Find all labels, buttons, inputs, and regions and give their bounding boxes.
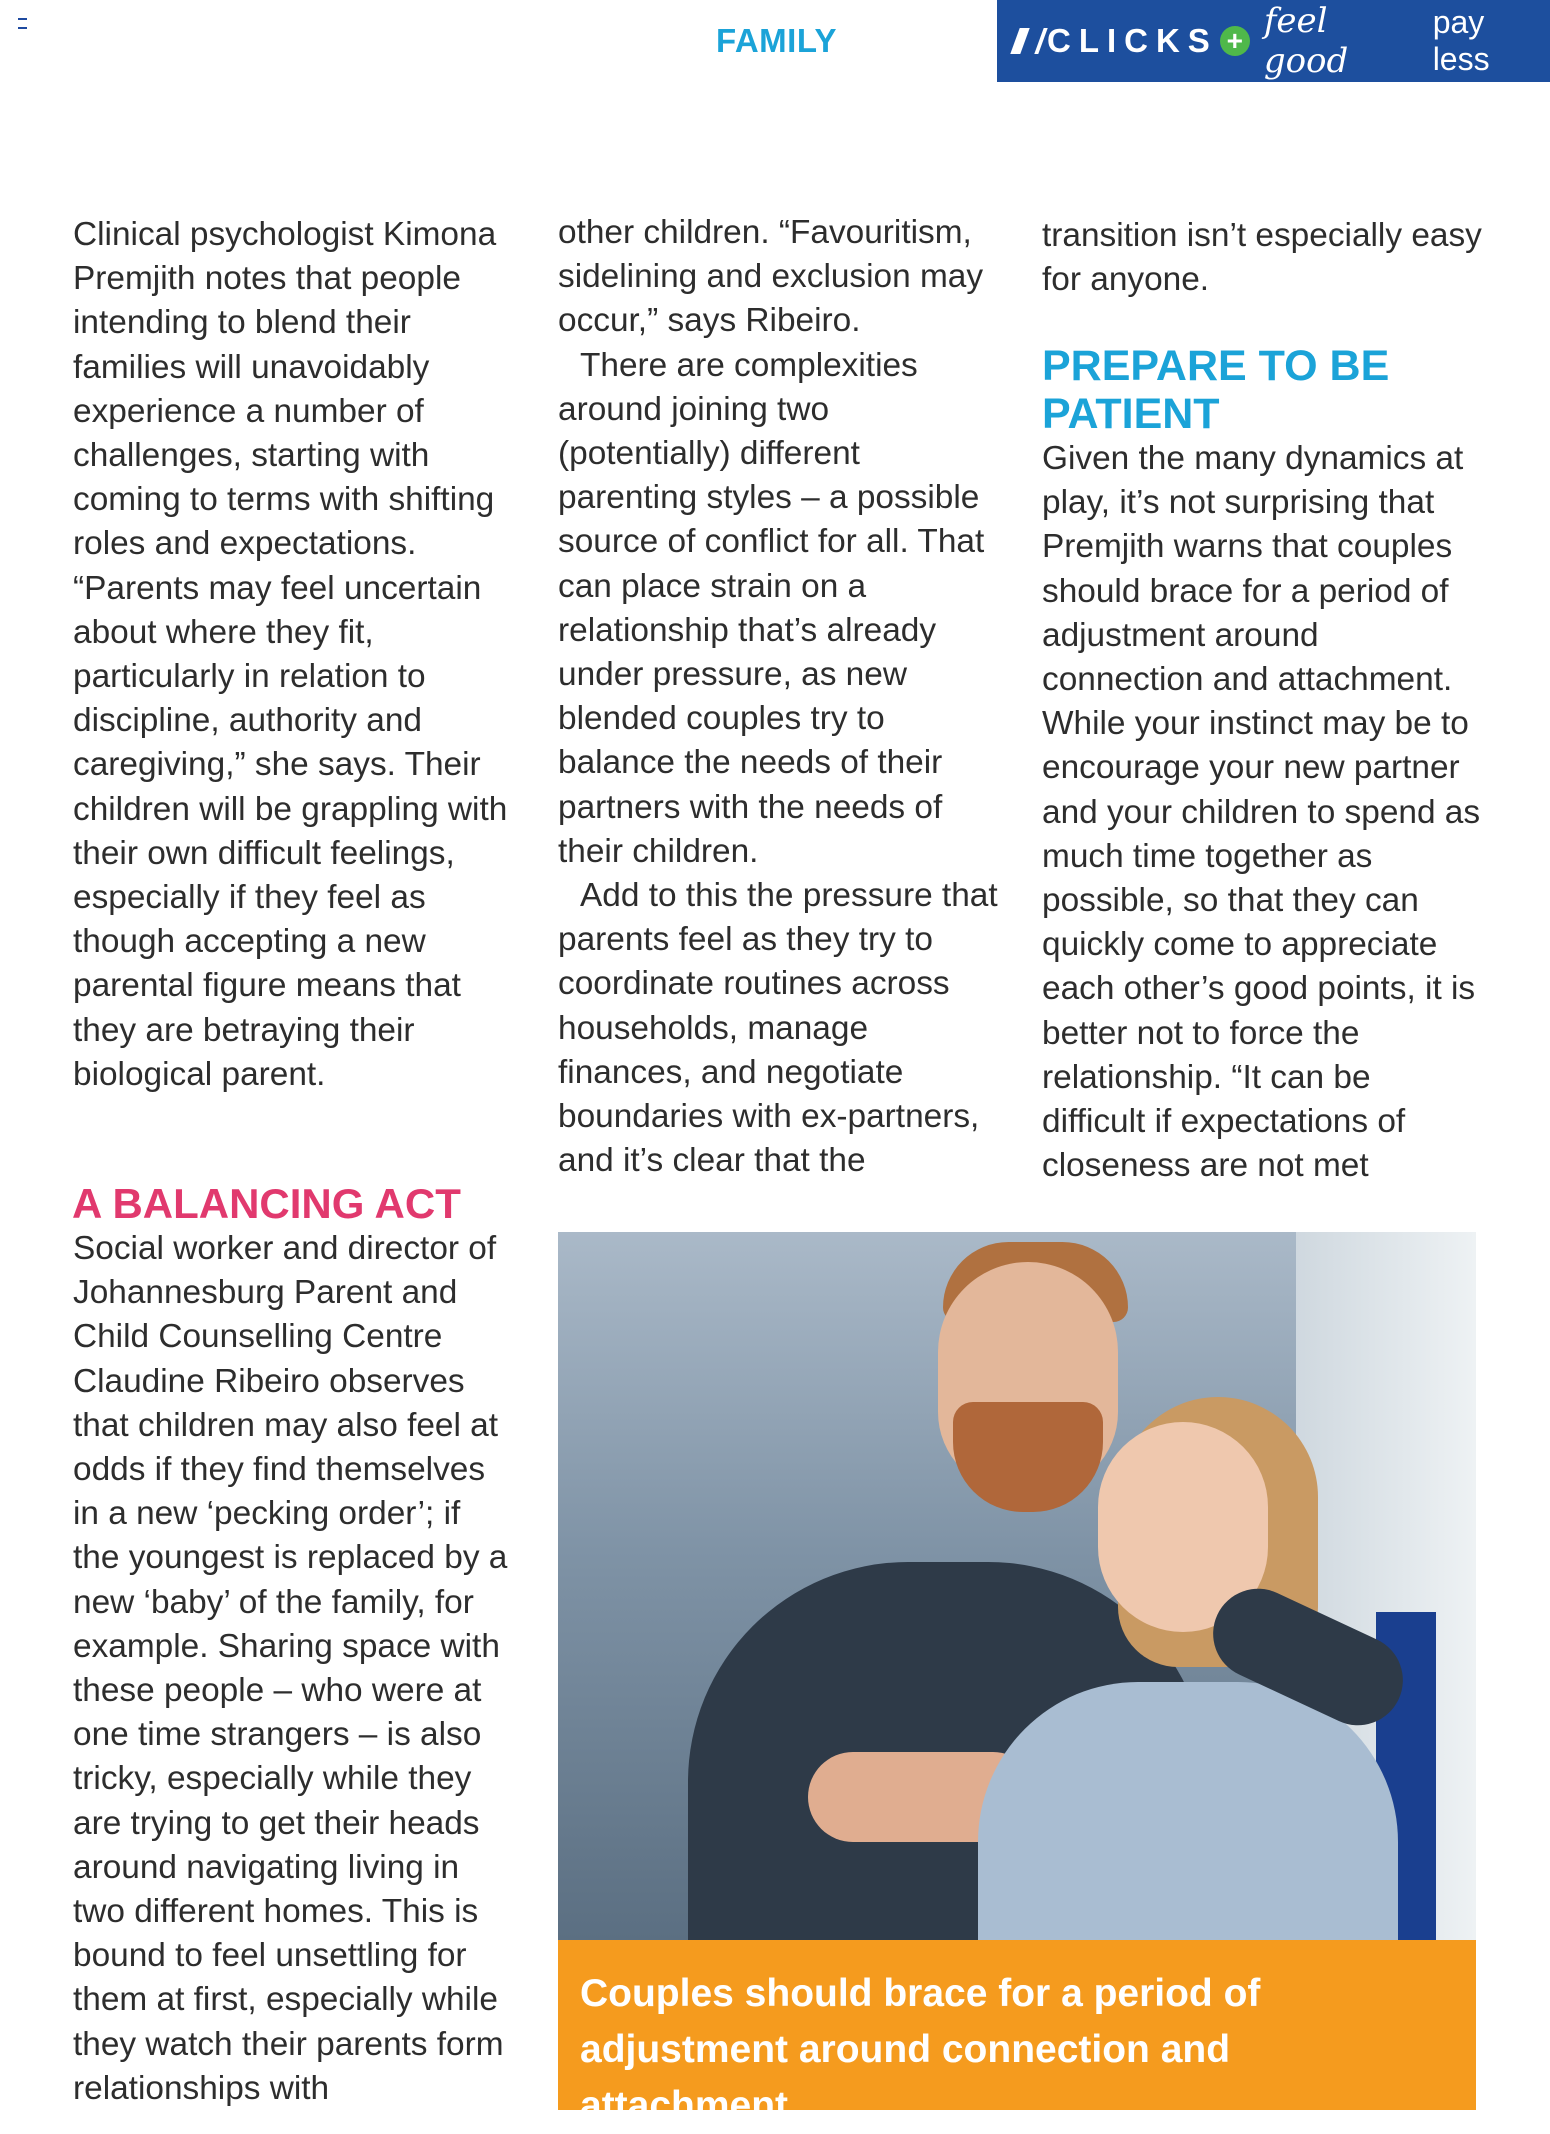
- brand-tagline: pay less: [1432, 4, 1490, 77]
- article-column-3-continued: [1042, 437, 1482, 1188]
- photo-caption: Couples should brace for a period of adjustment around connection and attachment.: [558, 1940, 1476, 2110]
- body-paragraph: other children. “Favouritism, sidelining and exclusion may occur,” says Ribeiro.: [558, 214, 984, 340]
- article-column-3: [1042, 214, 1482, 302]
- subheading-prepare-to-be-patient: PREPARE TO BE PATIENT: [1042, 342, 1390, 438]
- clicks-logo-icon: [1010, 28, 1047, 54]
- body-paragraph: Given the many dynamics at play, it’s not surprising that Premjith warns that couples should brace for a period of adjustment around connection and attachment. While your instinct may be to encourage your new partner and your children to spend as much time together as possible, so that they can quickly come to appreciate each other’s good points, it is better not to force the relationship. “It can be difficult if expectations of closeness are not met: [1042, 440, 1481, 1185]
- plus-icon: +: [1220, 26, 1250, 56]
- subheading-balancing-act: A BALANCING ACT: [72, 1180, 461, 1227]
- brand-banner: [997, 0, 1550, 82]
- body-paragraph: Clinical psychologist Kimona Premjith notes that people intending to blend their families will unavoidably experience a number of challenges, starting with coming to terms with shifting roles and expectations. “Parents may feel uncertain about where they fit, particularly in relation to discipline, authority and caregiving,” she says. Their children will be grappling with their own difficult feelings, especially if they feel as though accepting a new parental figure means that they are betraying their biological parent.: [73, 216, 508, 1093]
- couple-photo: [558, 1232, 1476, 1940]
- article-column-1-continued: [73, 1227, 513, 2111]
- brand-tagline-script: feel good: [1263, 1, 1349, 81]
- body-paragraph: transition isn’t especially easy for anyone.: [1042, 217, 1482, 299]
- brand-name: CLICKS: [1046, 22, 1218, 59]
- menu-icon[interactable]: [18, 18, 27, 29]
- article-column-1: [73, 213, 513, 1097]
- body-paragraph: Add to this the pressure that parents feel as they try to coordinate routines across households, manage finances, and negotiate boundaries with ex-partners, and it’s clear that the: [558, 877, 998, 1180]
- article-column-2: [558, 211, 998, 1183]
- body-paragraph: There are complexities around joining two (potentially) different parenting styles – a possible source of conflict for all. That can place strain on a relationship that’s already under pressure, as new blended couples try to balance the needs of their partners with the needs of their children.: [558, 346, 985, 870]
- section-label: FAMILY: [716, 22, 837, 59]
- body-paragraph: Social worker and director of Johannesburg Parent and Child Counselling Centre Claudine Ribeiro observes that children may also feel at odds if they find themselves in a new ‘pecking order’; if the youngest is replaced by a new ‘baby’ of the family, for example. Sharing space with these people – who were at one time strangers – is also tricky, especially while they are trying to get their heads around navigating living in two different homes. This is bound to feel unsettling for them at first, especially while they watch their parents form relationships with: [73, 1230, 508, 2107]
